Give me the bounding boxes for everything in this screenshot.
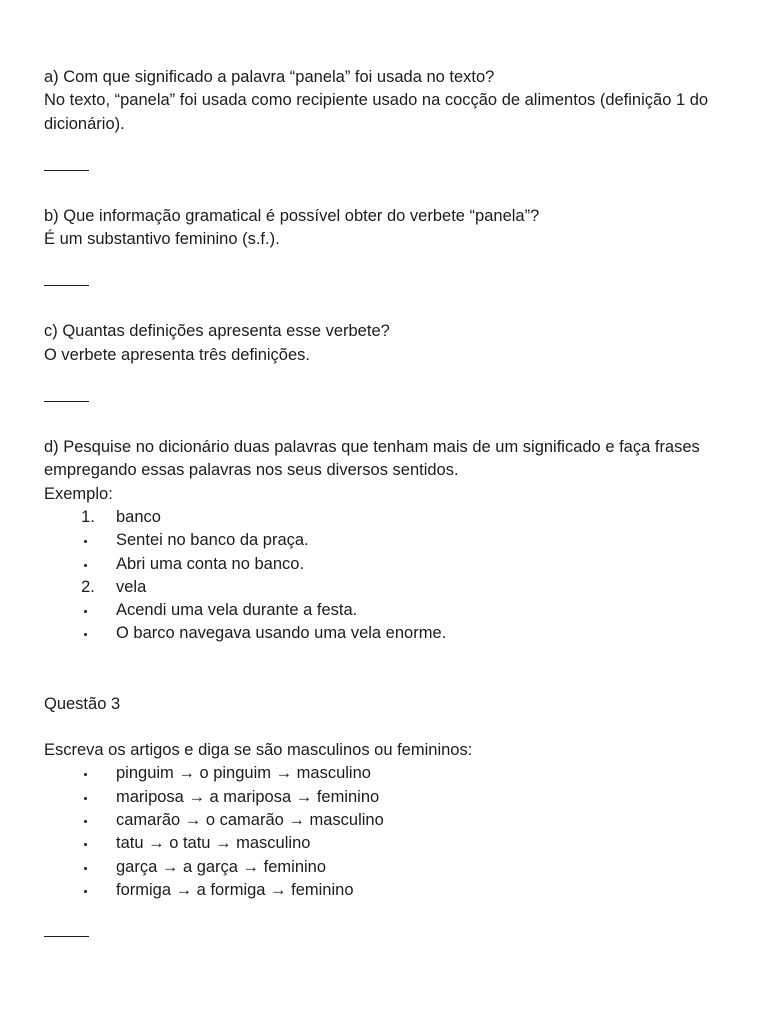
list-item: Sentei no banco da praça. — [44, 529, 734, 552]
example-list — [44, 506, 734, 646]
bullet-icon — [84, 843, 87, 846]
question-c — [44, 320, 734, 367]
list-item: pinguim → o pinguim → masculino — [44, 762, 734, 785]
list-item: 1. banco — [44, 506, 734, 529]
separator-rule — [44, 936, 89, 937]
bullet-icon — [84, 610, 87, 613]
list-item: garça → a garça → feminino — [44, 856, 734, 879]
bullet-icon — [84, 633, 87, 636]
list-number: 2. — [81, 577, 95, 596]
list-item: O barco navegava usando uma vela enorme. — [44, 622, 734, 645]
question-d-text: d) Pesquise no dicionário duas palavras que tenham mais de um significado e faça frases empregando essas palavras nos seus diversos sentidos. — [44, 438, 700, 480]
list-item: Acendi uma vela durante a festa. — [44, 599, 734, 622]
question-3 — [44, 693, 734, 902]
example-label: Exemplo: — [44, 484, 113, 503]
answer-b-text: É um substantivo feminino (s.f.). — [44, 230, 280, 249]
article-list — [44, 762, 734, 902]
bullet-icon — [84, 867, 87, 870]
list-item: formiga → a formiga → feminino — [44, 879, 734, 902]
bullet-icon — [84, 890, 87, 893]
bullet-icon — [84, 540, 87, 543]
list-number: 1. — [81, 507, 95, 526]
list-item: tatu → o tatu → masculino — [44, 832, 734, 855]
list-item: camarão → o camarão → masculino — [44, 809, 734, 832]
bullet-icon — [84, 820, 87, 823]
question-b — [44, 205, 734, 252]
document-body — [44, 66, 734, 937]
list-item: mariposa → a mariposa → feminino — [44, 786, 734, 809]
bullet-icon — [84, 797, 87, 800]
question-c-text: c) Quantas definições apresenta esse verbete? — [44, 322, 390, 341]
bullet-icon — [84, 564, 87, 567]
question-a-text: a) Com que significado a palavra “panela” foi usada no texto? — [44, 68, 495, 86]
question-3-prompt: Escreva os artigos e diga se são masculinos ou femininos: — [44, 741, 473, 760]
answer-a-text: No texto, “panela” foi usada como recipiente usado na cocção de alimentos (definição 1 do dicionário). — [44, 91, 709, 133]
question-d — [44, 436, 734, 646]
question-a — [44, 66, 734, 136]
question-b-text: b) Que informação gramatical é possível obter do verbete “panela”? — [44, 206, 540, 225]
list-item: 2. vela — [44, 576, 734, 599]
bullet-icon — [84, 773, 87, 776]
list-item: Abri uma conta no banco. — [44, 553, 734, 576]
question-3-title: Questão 3 — [44, 694, 121, 713]
answer-c-text: O verbete apresenta três definições. — [44, 345, 310, 364]
